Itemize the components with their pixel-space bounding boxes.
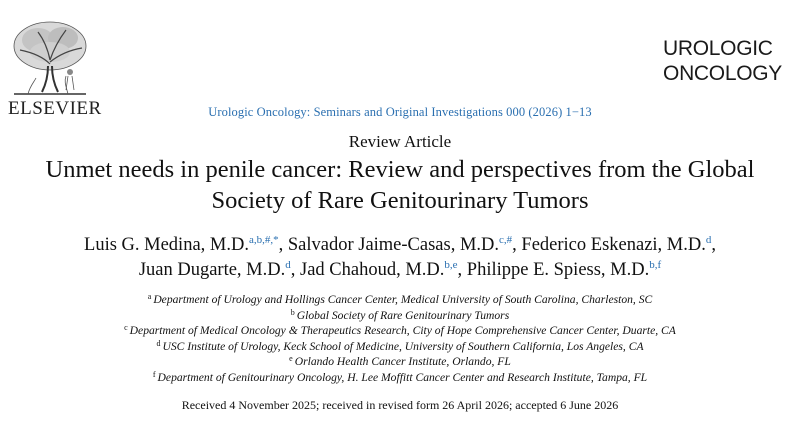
affiliation-label: f xyxy=(152,369,156,379)
author-affiliation-refs[interactable]: b,e xyxy=(444,259,458,271)
author-affiliation-refs[interactable]: d xyxy=(705,234,712,246)
affiliation-item xyxy=(0,308,800,324)
author-name[interactable]: Jad Chahoud, M.D. xyxy=(300,260,445,280)
author-name[interactable]: Luis G. Medina, M.D. xyxy=(84,235,249,255)
affiliation-text: Department of Urology and Hollings Cancer Center, Medical University of South Carolina, Charleston, SC xyxy=(153,293,653,306)
author-list: Luis G. Medina, M.D.$^{a,b,\#,*}$, Salvador Jaime-Casas, M.D.$^{c,\#}$, Federico Eskenazi, M.D.$^d$, Juan Dugarte, M.D.$^d$, Jad Chahoud, M.D.$^{b,e}$, Philippe E. Spiess, M.D.$^{b,f}$ xyxy=(84,234,716,280)
affiliation-text: Orlando Health Cancer Institute, Orlando, FL xyxy=(294,355,511,368)
affiliation-item xyxy=(0,370,800,386)
author-name[interactable]: Salvador Jaime-Casas, M.D. xyxy=(287,235,500,255)
affiliation-item xyxy=(0,339,800,355)
affiliation-label: c xyxy=(124,323,128,332)
journal-logo-line1: UROLOGIC xyxy=(663,37,773,60)
author-affiliation-refs[interactable]: c,# xyxy=(499,234,513,246)
publisher-name: ELSEVIER xyxy=(8,98,102,119)
affiliation-label: a xyxy=(147,292,152,301)
article-title-line1: Unmet needs in penile cancer: Review and perspectives from the Global xyxy=(45,156,755,183)
affiliation-text: Global Society of Rare Genitourinary Tumors xyxy=(296,308,510,322)
affiliation-label: d xyxy=(156,338,161,348)
affiliation-label: e xyxy=(289,354,293,363)
author-name[interactable]: Federico Eskenazi, M.D. xyxy=(521,235,706,255)
affiliation-list xyxy=(0,292,800,385)
affiliation-text: USC Institute of Urology, Keck School of Medicine, University of Southern California, Los Angeles, CA xyxy=(162,339,644,353)
article-title-line2: Society of Rare Genitourinary Tumors xyxy=(211,187,589,214)
affiliation-text: Department of Medical Oncology & Therapeutics Research, City of Hope Comprehensive Cancer Center, Duarte, CA xyxy=(129,324,676,337)
elsevier-tree-icon xyxy=(8,16,92,96)
affiliation-item xyxy=(0,323,800,339)
affiliation-text: Department of Genitourinary Oncology, H. Lee Moffitt Cancer Center and Research Institute, Tampa, FL xyxy=(157,370,648,384)
article-title xyxy=(0,154,800,216)
author-affiliation-refs[interactable]: d xyxy=(285,259,291,271)
journal-logo xyxy=(663,36,782,86)
article-history-dates: Received 4 November 2025; received in revised form 26 April 2026; accepted 6 June 2026 xyxy=(181,398,619,412)
author-affiliation-refs[interactable]: a,b,#,* xyxy=(248,234,279,246)
journal-citation-link[interactable]: Urologic Oncology: Seminars and Original Investigations 000 (2026) 1−13 xyxy=(208,105,592,119)
author-affiliation-refs[interactable]: b,f xyxy=(649,259,662,271)
author-name[interactable]: Juan Dugarte, M.D. xyxy=(138,260,286,280)
affiliation-item xyxy=(0,354,800,370)
article-type: Review Article xyxy=(348,132,452,151)
journal-logo-line2: ONCOLOGY xyxy=(663,62,782,85)
author-name[interactable]: Philippe E. Spiess, M.D. xyxy=(466,260,650,280)
affiliation-label: b xyxy=(290,307,295,317)
affiliation-item xyxy=(0,292,800,308)
